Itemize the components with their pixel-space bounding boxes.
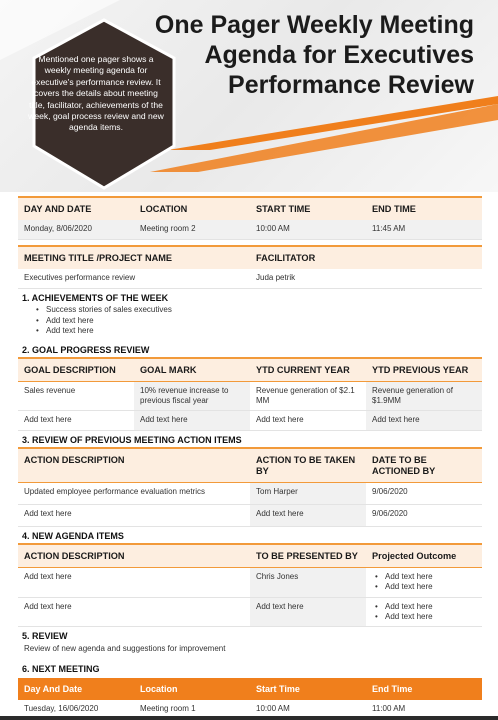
header-banner (0, 0, 498, 192)
table-cell: 9/06/2020 (366, 505, 482, 527)
meta-value: Meeting room 2 (134, 220, 250, 240)
list-item: • Add text here (372, 572, 476, 582)
list-item: • Add text here (372, 612, 476, 622)
table-cell: Add text here (18, 598, 250, 628)
achievements-list (36, 305, 482, 337)
meta-value: Monday, 8/06/2020 (18, 220, 134, 240)
next-title: 6. NEXT MEETING (22, 664, 100, 675)
next-header: End Time (366, 678, 482, 700)
table-cell: Add text here (18, 505, 250, 527)
intro-text: Mentioned one pager shows a weekly meeting agenda for executive's performance review. It covers the details about meeting title, facilitator, achievements of the week, goal process review and new agenda items. (28, 54, 164, 133)
agenda-title: 4. NEW AGENDA ITEMS (22, 530, 124, 541)
agenda-content (18, 196, 482, 720)
table-cell: 10% revenue increase to previous fiscal year (134, 382, 250, 411)
table-cell: Add text here (18, 568, 250, 598)
table-cell: Revenue generation of $1.9MM (366, 382, 482, 411)
next-header: Day And Date (18, 678, 134, 700)
next-header: Start Time (250, 678, 366, 700)
table-cell: 9/06/2020 (366, 483, 482, 505)
table-cell: Add text here (250, 598, 366, 628)
meta-value: 10:00 AM (250, 220, 366, 240)
meta-table (18, 196, 482, 289)
next-value: Tuesday, 16/06/2020 (18, 700, 134, 720)
next-value: 11:00 AM (366, 700, 482, 720)
table-cell: Updated employee performance evaluation metrics (18, 483, 250, 505)
facilitator-value: Juda petrik (250, 269, 482, 289)
review-header: ACTION DESCRIPTION (18, 447, 250, 483)
review5-text: Review of new agenda and suggestions for improvement (24, 644, 226, 654)
agenda-table (18, 543, 482, 628)
achievements-title: 1. ACHIEVEMENTS OF THE WEEK (22, 293, 169, 303)
meta-value: 11:45 AM (366, 220, 482, 240)
list-item: • Add text here (36, 316, 482, 327)
review-header: ACTION TO BE TAKEN BY (250, 447, 366, 483)
list-item: • Success stories of sales executives (36, 305, 482, 316)
meta-header: DAY AND DATE (18, 196, 134, 220)
facilitator-header: FACILITATOR (250, 245, 482, 269)
meta-header: END TIME (366, 196, 482, 220)
agenda-header: Projected Outcome (366, 543, 482, 568)
review5-title: 5. REVIEW (22, 631, 68, 642)
goals-header: YTD PREVIOUS YEAR (366, 357, 482, 382)
table-cell: Sales revenue (18, 382, 134, 411)
table-cell: Add text here (250, 411, 366, 431)
outcome-cell (366, 568, 482, 598)
meta-header: START TIME (250, 196, 366, 220)
meeting-title-header: MEETING TITLE /PROJECT NAME (18, 245, 250, 269)
review-table (18, 447, 482, 527)
outcome-cell (366, 598, 482, 628)
goals-header: GOAL DESCRIPTION (18, 357, 134, 382)
next-value: Meeting room 1 (134, 700, 250, 720)
table-cell: Chris Jones (250, 568, 366, 598)
goals-title: 2. GOAL PROGRESS REVIEW (22, 344, 150, 355)
list-item: • Add text here (36, 326, 482, 337)
table-cell: Add text here (250, 505, 366, 527)
table-cell: Add text here (134, 411, 250, 431)
page-title: One Pager Weekly Meeting Agenda for Executives Performance Review (154, 11, 474, 99)
agenda-header: ACTION DESCRIPTION (18, 543, 250, 568)
list-item: • Add text here (372, 602, 476, 612)
table-cell: Add text here (18, 411, 134, 431)
list-item: • Add text here (372, 582, 476, 592)
review-title: 3. REVIEW OF PREVIOUS MEETING ACTION ITEMS (22, 434, 242, 445)
bottom-bar (0, 716, 498, 720)
review-header: DATE TO BE ACTIONED BY (366, 447, 482, 483)
goals-header: YTD CURRENT YEAR (250, 357, 366, 382)
meeting-title-value: Executives performance review (18, 269, 250, 289)
table-cell: Add text here (366, 411, 482, 431)
agenda-header: TO BE PRESENTED BY (250, 543, 366, 568)
meta-header: LOCATION (134, 196, 250, 220)
goals-table (18, 357, 482, 431)
table-cell: Tom Harper (250, 483, 366, 505)
table-cell: Revenue generation of $2.1 MM (250, 382, 366, 411)
next-value: 10:00 AM (250, 700, 366, 720)
next-header: Location (134, 678, 250, 700)
next-table (18, 678, 482, 720)
goals-header: GOAL MARK (134, 357, 250, 382)
